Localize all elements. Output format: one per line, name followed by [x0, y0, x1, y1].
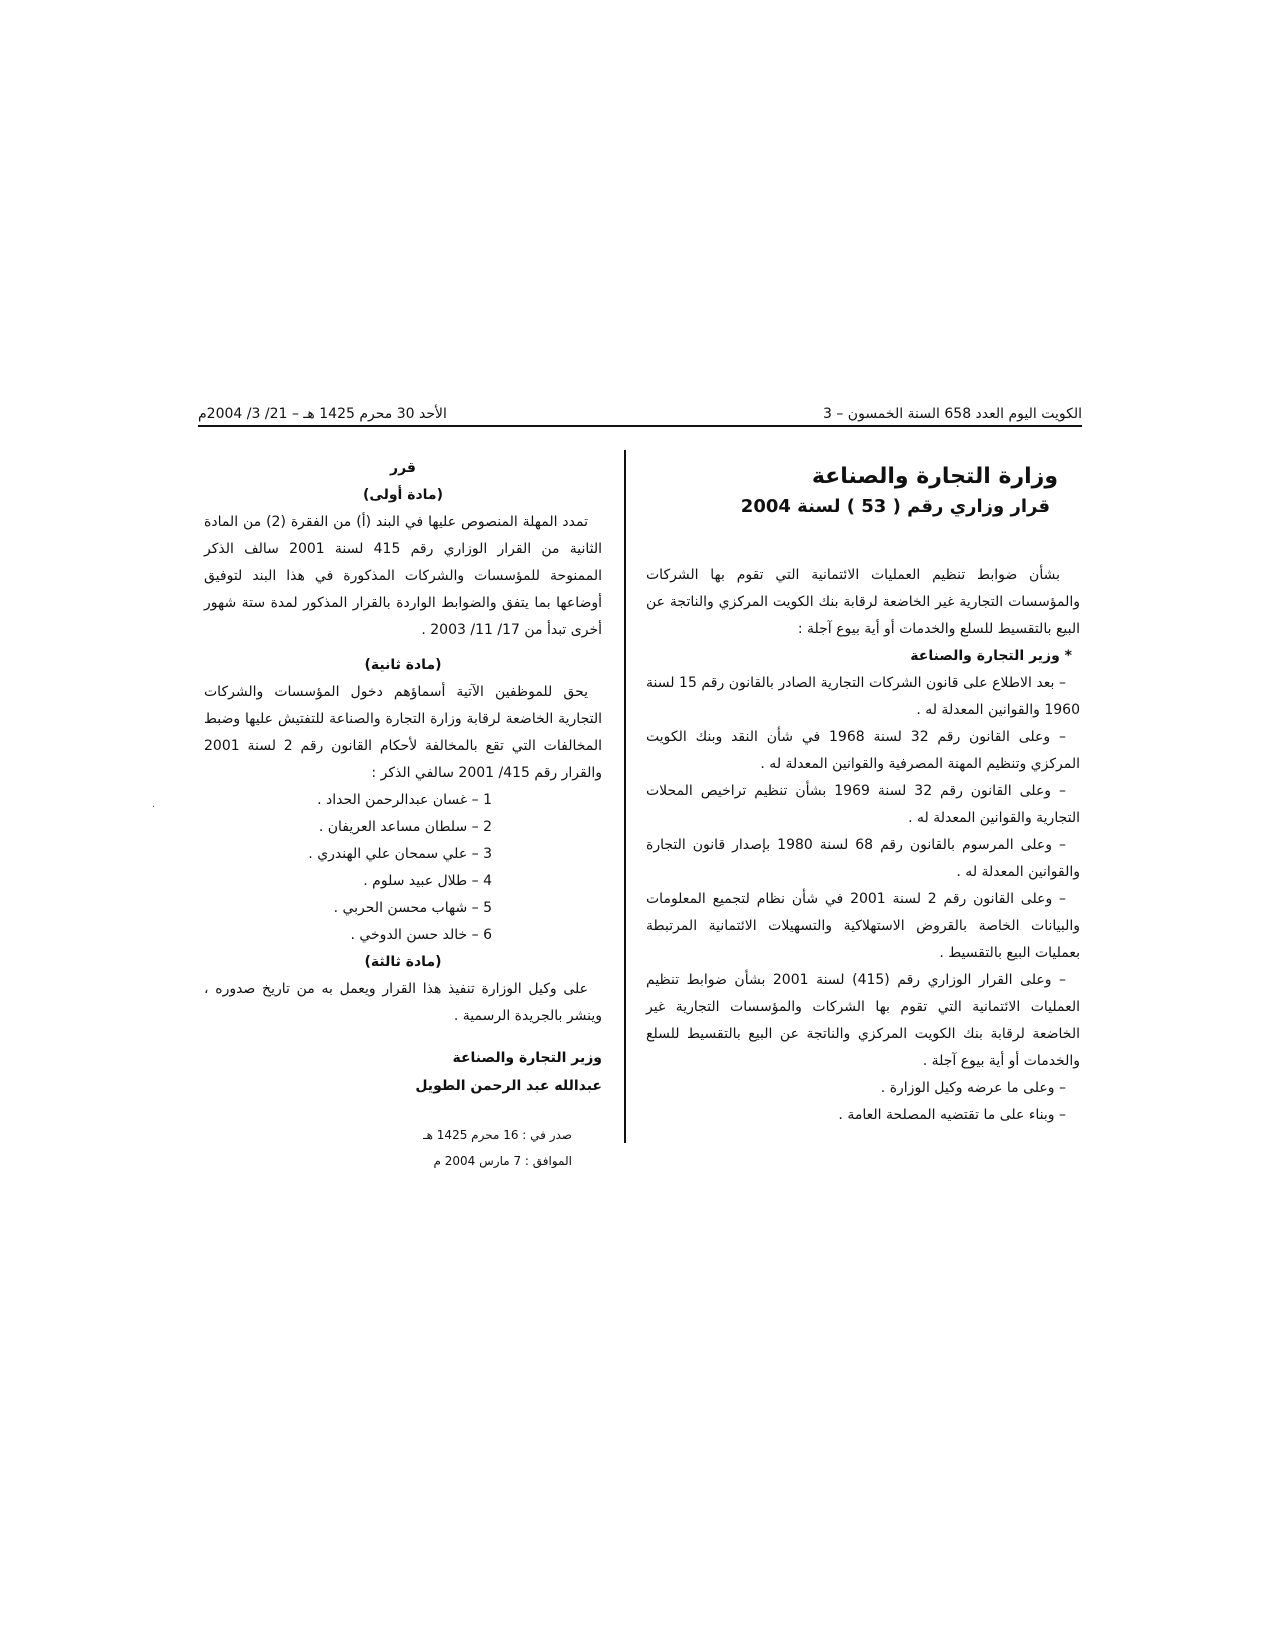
- decision-title: قرار وزاري رقم ( 53 ) لسنة 2004: [740, 496, 1050, 517]
- preamble-paragraph: – وبناء على ما تقتضيه المصلحة العامة .: [838, 1107, 1066, 1123]
- list-item: 3 – علي سمحان علي الهندري .: [308, 846, 492, 862]
- gazette-header: [198, 392, 1082, 427]
- ministry-title: وزارة التجارة والصناعة: [811, 464, 1058, 489]
- employee-list: [204, 787, 602, 949]
- right-column: [646, 462, 1080, 1129]
- list-item: 5 – شهاب محسن الحربي .: [333, 900, 492, 916]
- preamble-paragraph: – بعد الاطلاع على قانون الشركات التجارية الصادر بالقانون رقم 15 لسنة 1960 والقوانين المعدلة له .: [646, 675, 1080, 718]
- header-date: الأحد 30 محرم 1425 هـ – 21/ 3/ 2004م: [198, 406, 447, 422]
- signature-block: [204, 1044, 602, 1100]
- list-item: 6 – خالد حسن الدوخي .: [350, 927, 492, 943]
- header-issue-info: الكويت اليوم العدد 658 السنة الخمسون – 3: [822, 406, 1082, 422]
- preamble-paragraph: – وعلى المرسوم بالقانون رقم 68 لسنة 1980 بإصدار قانون التجارة والقوانين المعدلة له .: [646, 837, 1080, 880]
- signature-name: عبدالله عبد الرحمن الطويل: [415, 1078, 602, 1094]
- article-1-text: تمدد المهلة المنصوص عليها في البند (أ) من الفقرة (2) من المادة الثانية من القرار الوزاري رقم 415 لسنة 2001 سالف الذكر الممنوحة للمؤسسات والشركات المذكورة في هذا البند لتوفيق أوضاعها بما يتفق والضوابط الواردة بالقرار المذكور لمدة ستة شهور أخرى تبدأ من 17/ 11/ 2003 .: [204, 514, 602, 638]
- article-2-text: يحق للموظفين الآتية أسماؤهم دخول المؤسسات والشركات التجارية الخاضعة لرقابة وزارة التجارة والصناعة للتفتيش عليها وضبط المخالفات التي تقع بالمخالفة لأحكام القانون رقم 2 لسنة 2001 والقرار رقم 415/ 2001 سالفي الذكر :: [204, 684, 603, 781]
- preamble-paragraph: – وعلى ما عرضه وكيل الوزارة .: [880, 1080, 1066, 1096]
- minister-line: * وزير التجارة والصناعة: [910, 648, 1072, 664]
- decided-heading: قرر: [390, 460, 416, 476]
- stray-mark: ·: [152, 802, 156, 813]
- issue-date-block: [204, 1122, 572, 1174]
- preamble-paragraph: – وعلى القانون رقم 2 لسنة 2001 في شأن نظام لتجميع المعلومات والبيانات الخاصة بالقروض الاستهلاكية والتسهيلات الائتمانية المرتبطة بعمليات البيع بالتقسيط .: [646, 891, 1080, 961]
- article-3-title: (مادة ثالثة): [364, 954, 442, 970]
- preamble-paragraph: – وعلى القرار الوزاري رقم (415) لسنة 2001 بشأن ضوابط تنظيم العمليات الائتمانية التي تقوم بها الشركات والمؤسسات التجارية غير الخاضعة لرقابة بنك الكويت المركزي والناتجة عن البيع بالتقسيط للسلع والخدمات أو أية بيوع آجلة .: [646, 972, 1080, 1069]
- issued-hijri: صدر في : 16 محرم 1425 هـ: [423, 1128, 572, 1142]
- left-column: [204, 455, 602, 1174]
- column-divider: [624, 450, 626, 1143]
- decision-subject: بشأن ضوابط تنظيم العمليات الائتمانية التي تقوم بها الشركات والمؤسسات التجارية غير الخاضعة لرقابة بنك الكويت المركزي والناتجة عن البيع بالتقسيط للسلع والخدمات أو أية بيوع آجلة :: [646, 567, 1080, 637]
- article-2-title: (مادة ثانية): [364, 657, 442, 673]
- list-item: 1 – غسان عبدالرحمن الحداد .: [317, 792, 492, 808]
- signature-title: وزير التجارة والصناعة: [452, 1050, 602, 1066]
- preamble-paragraph: – وعلى القانون رقم 32 لسنة 1969 بشأن تنظيم تراخيص المحلات التجارية والقوانين المعدلة له .: [646, 783, 1080, 826]
- list-item: 2 – سلطان مساعد العريفان .: [318, 819, 492, 835]
- preamble-paragraph: – وعلى القانون رقم 32 لسنة 1968 في شأن النقد وبنك الكويت المركزي وتنظيم المهنة المصرفية والقوانين المعدلة له .: [646, 729, 1080, 772]
- article-3-text: على وكيل الوزارة تنفيذ هذا القرار ويعمل به من تاريخ صدوره ، وينشر بالجريدة الرسمية .: [204, 981, 602, 1024]
- list-item: 4 – طلال عبيد سلوم .: [363, 873, 492, 889]
- issued-gregorian: الموافق : 7 مارس 2004 م: [433, 1154, 572, 1168]
- article-1-title: (مادة أولى): [363, 487, 443, 503]
